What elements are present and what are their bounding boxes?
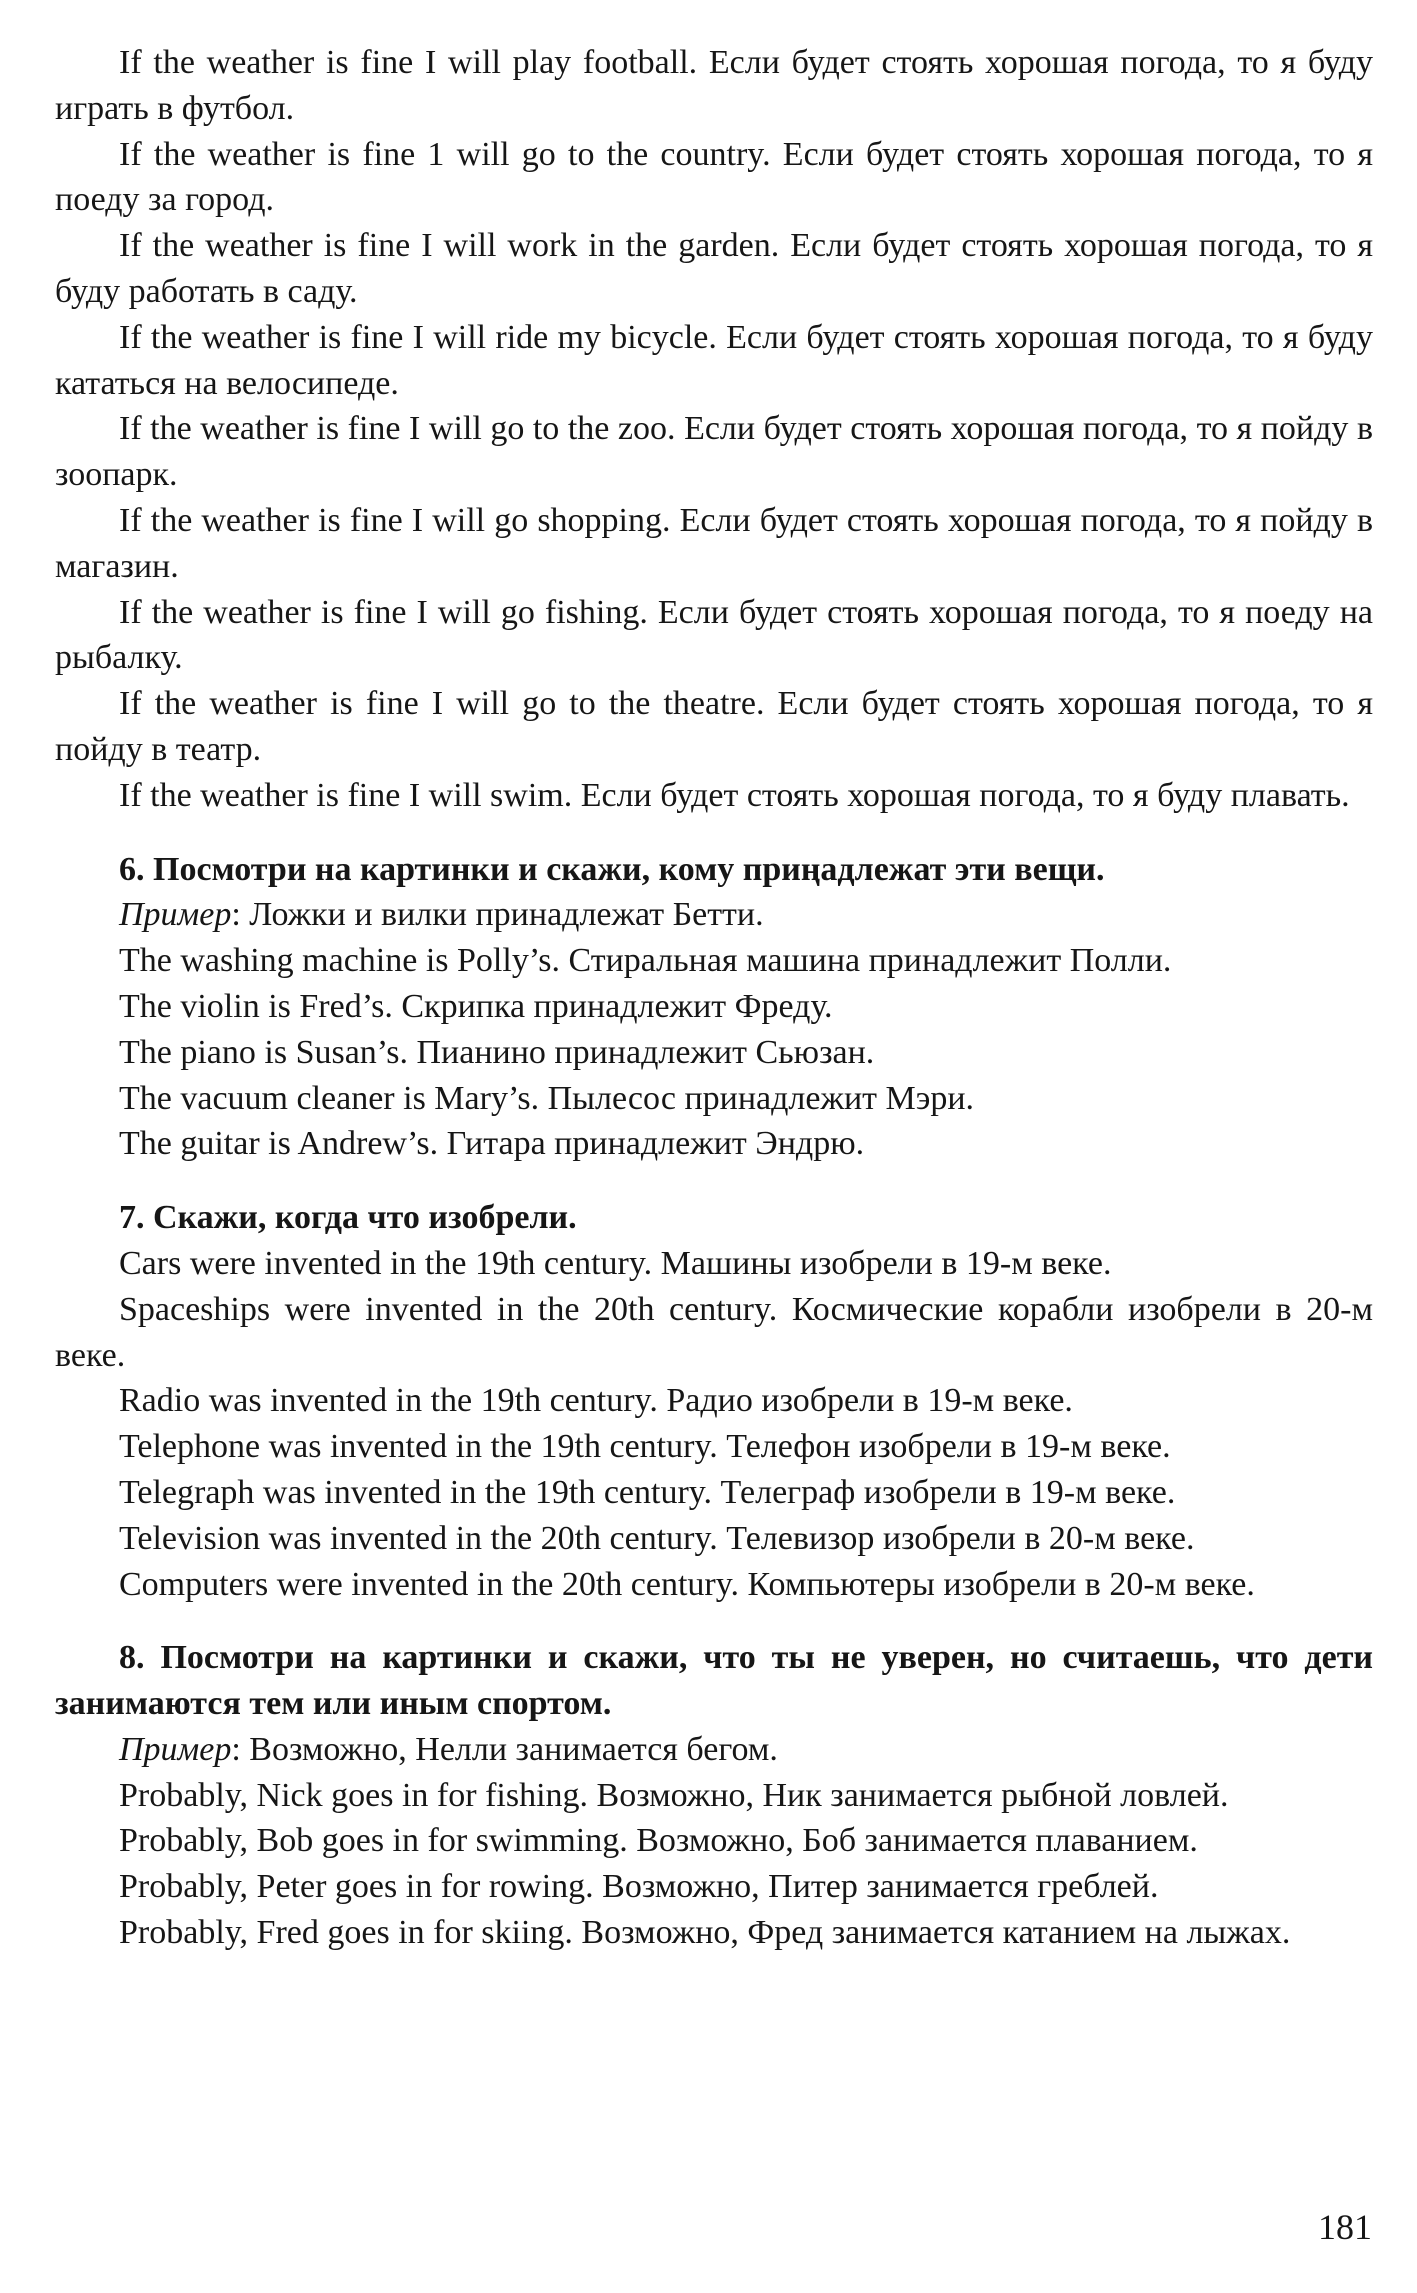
sport-line-3: Probably, Peter goes in for rowing. Возможно, Питер занимается греблей. [119,1868,1159,1906]
belongs-line-4: The vacuum cleaner is Mary’s. Пылесос принадлежит Мэри. [119,1079,975,1117]
weather-line-3: If the weather is fine I will work in the garden. Если будет стоять хорошая погода, то я буду работать в саду. [55,227,1373,310]
belongs-line-1: The washing machine is Polly’s. Стиральная машина принадлежит Полли. [119,942,1172,980]
exercise-7-heading: 7. Скажи, когда что изобрели. [119,1199,577,1237]
page-number: 181 [1318,2207,1372,2247]
exercise-8-heading: 8. Посмотри на картинки и скажи, что ты не уверен, но считаешь, что дети занимаются тем или иным спортом. [55,1639,1373,1723]
exercise-6-heading: 6. Посмотри на картинки и скажи, кому приңадлежат эти вещи. [119,850,1105,888]
invented-line-6: Television was invented in the 20th century. Телевизор изобрели в 20-м веке. [119,1519,1195,1557]
weather-line-6: If the weather is fine I will go shopping. Если будет стоять хорошая погода, то я пойду в магазин. [55,501,1373,585]
example-label: Пример [119,896,232,934]
belongs-line-2: The violin is Fred’s. Скрипка принадлежит Фреду. [119,987,833,1025]
weather-line-8: If the weather is fine I will go to the theatre. Если будет стоять хорошая погода, то я пойду в театр. [55,685,1373,768]
invented-line-2: Spaceships were invented in the 20th century. Космические корабли изобрели в 20-м веке. [55,1290,1373,1374]
invented-line-3: Radio was invented in the 19th century. Радио изобрели в 19-м веке. [119,1382,1073,1420]
weather-line-1: If the weather is fine I will play football. Если будет стоять хорошая погода, то я буду играть в футбол. [55,44,1373,127]
sport-line-2: Probably, Bob goes in for swimming. Возможно, Боб занимается плаванием. [119,1822,1198,1860]
exercise-8-example [55,1727,1373,1773]
example-text: : Ложки и вилки принадлежат Бетти. [231,896,764,934]
weather-line-9: If the weather is fine I will swim. Если будет стоять хорошая погода, то я буду плавать. [119,776,1350,814]
example-text: : Возможно, Нелли занимается бегом. [231,1730,778,1768]
invented-line-4: Telephone was invented in the 19th century. Телефон изобрели в 19-м веке. [119,1428,1171,1466]
belongs-line-3: The piano is Susan’s. Пианино принадлежит Сьюзан. [119,1033,875,1071]
belongs-line-5: The guitar is Andrew’s. Гитара принадлежит Эндрю. [119,1125,865,1163]
sport-line-4: Probably, Fred goes in for skiing. Возможно, Фред занимается катанием на лыжах. [119,1914,1291,1952]
example-label: Пример [119,1730,232,1768]
weather-line-5: If the weather is fine I will go to the zoo. Если будет стоять хорошая погода, то я пойду в зоопарк. [55,410,1373,494]
weather-line-7: If the weather is fine I will go fishing. Если будет стоять хорошая погода, то я поеду на рыбалку. [55,593,1373,677]
weather-line-2: If the weather is fine 1 will go to the country. Если будет стоять хорошая погода, то я поеду за город. [55,135,1373,219]
page-body [55,40,1373,1956]
invented-line-7: Computers were invented in the 20th century. Компьютеры изобрели в 20-м веке. [119,1565,1255,1603]
sport-line-1: Probably, Nick goes in for fishing. Возможно, Ник занимается рыбной ловлей. [119,1776,1229,1814]
exercise-6-example [55,892,1373,938]
weather-line-4: If the weather is fine I will ride my bicycle. Если будет стоять хорошая погода, то я буду кататься на велосипеде. [55,318,1373,402]
invented-line-1: Cars were invented in the 19th century. Машины изобрели в 19-м веке. [119,1244,1112,1282]
invented-line-5: Telegraph was invented in the 19th century. Телеграф изобрели в 19-м веке. [119,1473,1176,1511]
